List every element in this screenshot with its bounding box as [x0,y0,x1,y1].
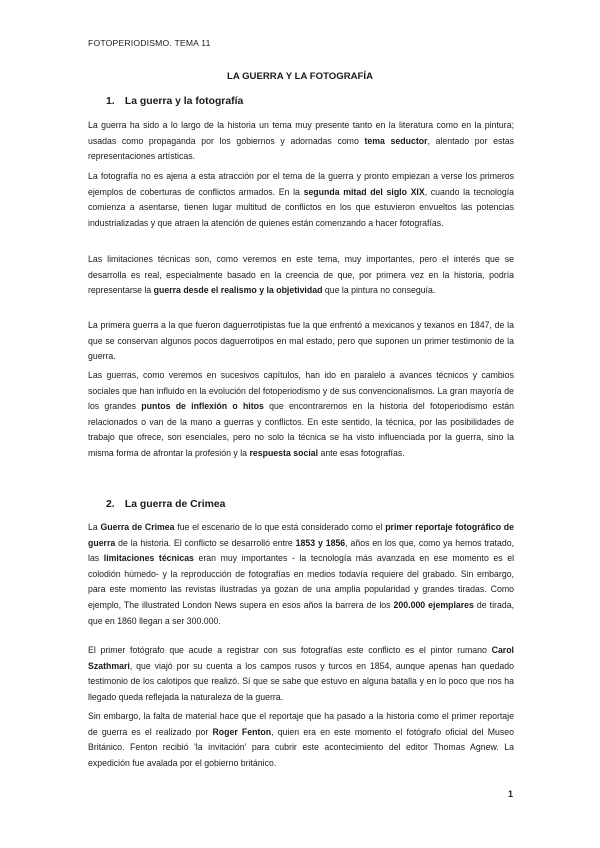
emphasis-text: 200.000 ejemplares [393,599,474,610]
paragraph: La fotografía no es ajena a esta atracción por el tema de la guerra y pronto empiezan a verse los primeros ejemplos de coberturas de conflictos armados. En la segunda mitad del siglo XIX, cuando la tecnología comienza a asentarse, tienen lugar multitud de conflictos en los que estuvieron envueltos las potencias industrializadas y que atraen la atención de quienes están comenzando a hacer fotografías. [88,171,515,228]
section-title: La guerra y la fotografía [124,96,244,107]
emphasis-text: respuesta social [249,447,319,458]
document-title: LA GUERRA Y LA FOTOGRAFÍA [226,71,374,82]
paragraph: La guerra ha sido a lo largo de la historia un tema muy presente tanto en la literatura como en la pintura; usadas como propaganda por los gobiernos y adornadas como tema seductor, alentado por estas representaciones artísticas. [88,120,515,162]
emphasis-text: Roger Fenton [212,726,272,737]
paragraph: El primer fotógrafo que acude a registrar con sus fotografías este conflicto es el pintor rumano Carol Szathmari, que viajó por su cuenta a los campos rusos y turcos en 1854, aunque apenas han quedado testimonio de los calotipos que realizó. Sí que se sabe que estuvo en alguna batalla y en lo poco que nos ha llegado queda reflejada la naturaleza de la guerra. [88,645,514,702]
emphasis-text: segunda mitad del siglo XIX [303,186,425,197]
paragraph: Las guerras, como veremos en sucesivos capítulos, han ido en paralelo a avances técnicos y cambios sociales que han influido en la evolución del fotoperiodismo y de sus convencionalismos. La gran mayoría de los grandes puntos de inflexión o hitos que encontraremos en la historia del fotoperiodismo están relacionados o van de la mano a guerras y conflictos. En este sentido, la técnica, por las posibilidades de trabajo que ofrece, son esenciales, pero no solo la técnica se ha visto influenciada por la guerra, sino la misma forma de afrontar la profesión y la respuesta social ante esas fotografías. [88,370,514,458]
paragraph: Sin embargo, la falta de material hace que el reportaje que ha pasado a la historia como el primer reportaje de guerra es el realizado por Roger Fenton, quien era en este momento el fotógrafo oficial del Museo Británico. Fenton recibió 'la invitación' para cubrir este acontecimiento del editor Thomas Agnew. La expedición fue avalada por el gobierno británico. [88,711,515,768]
section-heading-2 [106,499,225,510]
emphasis-text: limitaciones técnicas [103,553,194,564]
emphasis-text: guerra desde el realismo y la objetividad [153,285,323,296]
section-number: 2. [106,499,115,510]
emphasis-text: tema seductor [364,135,428,146]
paragraph: La primera guerra a la que fueron daguerrotipistas fue la que enfrentó a mexicanos y texanos en 1847, de la que se conservan algunos pocos daguerrotipos en mal estado, pero que suponen un primer testimonio de la guerra. [88,320,514,362]
emphasis-text: puntos de inflexión o hitos [141,401,264,412]
emphasis-text: Carol Szathmari [88,645,514,671]
section-heading-1 [106,96,243,107]
paragraph: Las limitaciones técnicas son, como veremos en este tema, muy importantes, pero el interés que se desarrolla es real, especialmente basado en la creencia de que, por primera vez en la historia, podría representarse la guerra desde el realismo y la objetividad que la pintura no conseguía. [88,254,514,296]
paragraph: La Guerra de Crimea fue el escenario de lo que está considerado como el primer reportaje fotográfico de guerra de la historia. El conflicto se desarrolló entre 1853 y 1856, años en los que, como ya hemos tratado, las limitaciones técnicas eran muy importantes - la tecnología más avanzada en ese momento es el colodión húmedo- y la reproducción de fotografías en medios todavía requiere del grabado. Sin embargo, para este momento las revistas ilustradas ya gozan de una amplia popularidad y grandes tiradas. Como ejemplo, The illustrated London News supera en esos años la barrera de los 200.000 ejemplares de tirada, que en 1860 llegan a ser 300.000. [88,522,515,626]
page-number: 1 [508,789,514,799]
section-number: 1. [106,96,115,107]
emphasis-text: 1853 y 1856 [295,537,346,548]
emphasis-text: primer reportaje fotográfico de guerra [88,522,515,548]
section-title: La guerra de Crimea [124,499,226,510]
emphasis-text: Guerra de Crimea [100,522,175,532]
running-header: FOTOPERIODISMO. TEMA 11 [88,38,211,48]
